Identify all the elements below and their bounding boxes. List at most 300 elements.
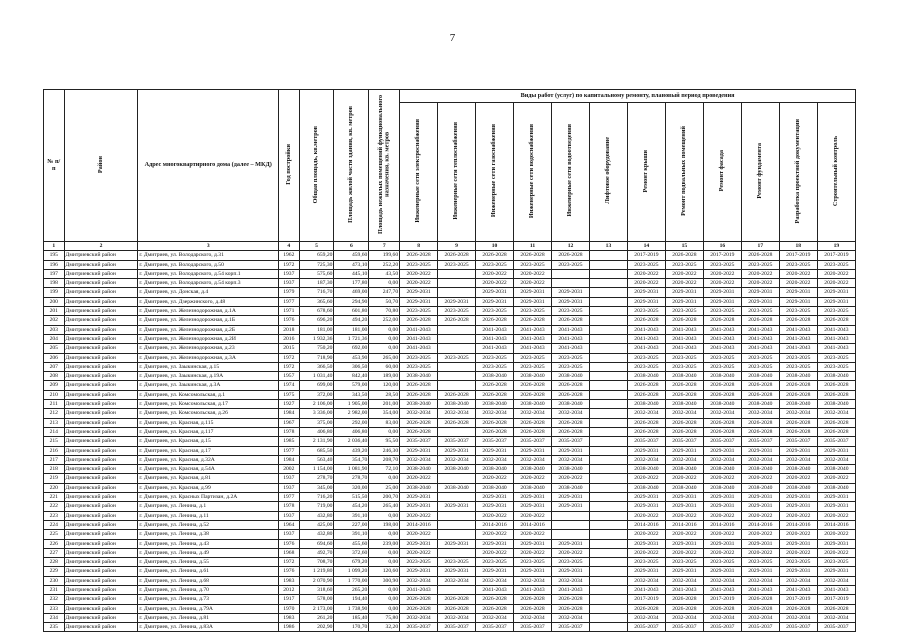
table-cell: Дмитриевский район — [64, 344, 138, 353]
table-cell: Дмитриевский район — [64, 297, 138, 306]
table-cell: Дмитриевский район — [64, 334, 138, 343]
table-cell: 2029-2031 — [552, 446, 590, 455]
table-cell: 2041-2043 — [703, 344, 741, 353]
table-cell: 2032-2034 — [741, 613, 779, 622]
table-cell: Дмитриевский район — [64, 372, 138, 381]
table-cell: 2029-2031 — [741, 493, 779, 502]
table-cell: 2026-2028 — [627, 316, 665, 325]
table-cell: 2023-2025 — [552, 362, 590, 371]
table-cell: 354,70 — [334, 455, 369, 464]
table-cell: 246,30 — [369, 446, 400, 455]
table-cell: 1974 — [279, 381, 300, 390]
table-cell: 1986 — [279, 623, 300, 632]
housing-register-table — [43, 89, 856, 632]
table-cell: 2026-2028 — [552, 316, 590, 325]
table-cell: 2038-2040 — [400, 400, 438, 409]
header-total-area: Общая площадь, кв.метров — [299, 90, 334, 242]
table-cell: 1937 — [279, 474, 300, 483]
table-cell — [552, 269, 590, 278]
table-cell: 2026-2028 — [741, 604, 779, 613]
column-number: 1 — [44, 242, 65, 251]
table-cell: 2035-2037 — [627, 437, 665, 446]
table-cell: 2032-2034 — [741, 455, 779, 464]
column-number: 8 — [400, 242, 438, 251]
table-cell: 2029-2031 — [514, 539, 552, 548]
table-cell: Дмитриевский район — [64, 251, 138, 260]
table-cell: 2035-2037 — [438, 623, 476, 632]
table-cell: 2026-2028 — [400, 251, 438, 260]
table-cell — [589, 474, 627, 483]
table-cell: 203 — [44, 325, 65, 334]
table-cell: 725,30 — [299, 260, 334, 269]
table-cell — [589, 604, 627, 613]
table-cell: 2026-2028 — [400, 604, 438, 613]
table-cell: 2038-2040 — [665, 483, 703, 492]
table-cell: Дмитриевский район — [64, 455, 138, 464]
table-cell: 2029-2031 — [438, 502, 476, 511]
page-number: 7 — [449, 32, 456, 44]
table-cell: 2020-2022 — [703, 530, 741, 539]
table-cell: 563,40 — [299, 455, 334, 464]
table-cell: 2035-2037 — [514, 623, 552, 632]
table-cell: 2041-2043 — [514, 344, 552, 353]
table-cell: 2023-2025 — [476, 353, 514, 362]
table-cell: г. Дмитриев, ул. Железнодорожная, д.1Б — [138, 316, 279, 325]
table-cell — [589, 437, 627, 446]
table-cell: 2020-2022 — [741, 511, 779, 520]
table-cell: 2026-2028 — [703, 316, 741, 325]
table-cell: 692,00 — [334, 344, 369, 353]
table-cell: 226 — [44, 539, 65, 548]
table-cell — [589, 325, 627, 334]
table-cell: 1976 — [279, 316, 300, 325]
table-cell: г. Дмитриев, ул. Ленина, д.61 — [138, 567, 279, 576]
table-cell: 2023-2025 — [703, 307, 741, 316]
table-cell: Дмитриевский район — [64, 307, 138, 316]
table-cell: 222 — [44, 502, 65, 511]
table-cell: 2038-2040 — [438, 483, 476, 492]
table-cell: 2032-2034 — [514, 613, 552, 622]
table-cell: 2020-2022 — [400, 269, 438, 278]
table-row — [44, 437, 856, 446]
table-cell — [438, 288, 476, 297]
table-cell: 215 — [44, 437, 65, 446]
table-cell: Дмитриевский район — [64, 362, 138, 371]
table-cell — [589, 316, 627, 325]
table-cell: Дмитриевский район — [64, 279, 138, 288]
table-row — [44, 334, 856, 343]
table-cell: 2029-2031 — [552, 502, 590, 511]
table-cell: 2041-2043 — [627, 325, 665, 334]
table-cell: Дмитриевский район — [64, 483, 138, 492]
table-cell: 2026-2028 — [552, 604, 590, 613]
table-cell: 2029-2031 — [779, 539, 817, 548]
table-cell: 234 — [44, 613, 65, 622]
table-cell: 699,00 — [299, 381, 334, 390]
table-cell: 2026-2028 — [514, 418, 552, 427]
table-cell: 2029-2031 — [627, 297, 665, 306]
table-cell — [589, 390, 627, 399]
table-cell: 185,40 — [334, 613, 369, 622]
table-cell: 2026-2028 — [438, 604, 476, 613]
table-cell: 197 — [44, 269, 65, 278]
table-cell: 28,50 — [369, 390, 400, 399]
table-cell: 2026-2028 — [741, 418, 779, 427]
table-cell: 2026-2028 — [438, 595, 476, 604]
table-cell: 2026-2028 — [476, 595, 514, 604]
table-cell: 2026-2028 — [741, 316, 779, 325]
table-cell: 2038-2040 — [665, 465, 703, 474]
header-address: Адрес многоквартирного дома (далее – МКД) — [138, 90, 279, 242]
table-cell: г. Дмитриев, ул. Ленина, д.1 — [138, 502, 279, 511]
table-cell: 2023-2025 — [741, 353, 779, 362]
table-cell: 212 — [44, 409, 65, 418]
table-cell: 2038-2040 — [552, 483, 590, 492]
table-cell: 2029-2031 — [779, 502, 817, 511]
table-cell: 2026-2028 — [627, 381, 665, 390]
table-cell — [589, 623, 627, 632]
table-cell: 2017-2019 — [627, 595, 665, 604]
table-cell: 492,70 — [299, 548, 334, 557]
table-cell: 439,20 — [334, 446, 369, 455]
table-cell: г. Дмитриев, ул. Ленина, д.49 — [138, 548, 279, 557]
table-row — [44, 316, 856, 325]
table-cell: 2029-2031 — [741, 446, 779, 455]
table-cell: 2032-2034 — [817, 455, 855, 464]
table-cell: 2041-2043 — [627, 585, 665, 594]
table-cell — [589, 279, 627, 288]
table-row — [44, 400, 856, 409]
table-row — [44, 418, 856, 427]
table-cell — [438, 372, 476, 381]
header-work-0: Инженерные сети электроснабжения — [400, 103, 438, 242]
table-cell: 2026-2028 — [476, 604, 514, 613]
table-cell: 2020-2022 — [627, 511, 665, 520]
table-cell: 2026-2028 — [438, 418, 476, 427]
table-cell: г. Дмитриев, ул. Ленина, д.38 — [138, 530, 279, 539]
table-cell: г. Дмитриев, ул. Володарского, д.54 корп.3 — [138, 279, 279, 288]
table-cell: 2032-2034 — [400, 576, 438, 585]
table-cell: 2026-2028 — [665, 418, 703, 427]
table-cell — [438, 427, 476, 436]
table-cell — [589, 530, 627, 539]
table-cell: 2038-2040 — [400, 483, 438, 492]
table-cell: 2029-2031 — [779, 446, 817, 455]
table-cell: 2026-2028 — [400, 595, 438, 604]
table-cell — [589, 260, 627, 269]
table-cell: 2038-2040 — [476, 400, 514, 409]
table-cell: 2023-2025 — [400, 353, 438, 362]
table-cell: 2026-2028 — [741, 427, 779, 436]
table-cell: 2029-2031 — [741, 539, 779, 548]
header-work-10: Разработка проектной документации — [779, 103, 817, 242]
table-cell: 718,90 — [299, 353, 334, 362]
table-cell: 2029-2031 — [552, 493, 590, 502]
table-cell: 2023-2025 — [703, 362, 741, 371]
table-cell: 25,00 — [369, 483, 400, 492]
table-cell: 2038-2040 — [514, 372, 552, 381]
table-cell: 1975 — [279, 390, 300, 399]
table-cell: 2029-2031 — [703, 502, 741, 511]
header-year: Год постройки — [279, 90, 300, 242]
table-cell: 473,10 — [334, 260, 369, 269]
table-cell: 2026-2028 — [703, 390, 741, 399]
table-cell: 2026-2028 — [741, 595, 779, 604]
table-cell: 2026-2028 — [552, 251, 590, 260]
table-cell: 2038-2040 — [627, 483, 665, 492]
table-cell: 2029-2031 — [741, 288, 779, 297]
table-cell: 1967 — [279, 418, 300, 427]
table-cell: 2032-2034 — [741, 409, 779, 418]
table-cell: 2017-2019 — [703, 595, 741, 604]
table-cell: 2029-2031 — [627, 288, 665, 297]
table-row — [44, 269, 856, 278]
table-cell: 2038-2040 — [779, 372, 817, 381]
table-cell: г. Дмитриев, ул. Красная, д.117 — [138, 427, 279, 436]
table-cell: г. Дмитриев, ул. Ленина, д.81 — [138, 613, 279, 622]
table-cell: 228 — [44, 558, 65, 567]
table-cell: 2026-2028 — [703, 604, 741, 613]
table-cell: 455,60 — [334, 539, 369, 548]
table-cell: 278,70 — [299, 474, 334, 483]
table-cell: 2020-2022 — [476, 279, 514, 288]
table-cell: 2023-2025 — [552, 558, 590, 567]
table-row — [44, 297, 856, 306]
table-cell: 2020-2022 — [665, 530, 703, 539]
table-cell: г. Дмитриев, ул. Донская, д.4 — [138, 288, 279, 297]
table-cell: г. Дмитриев, ул. Володарского, д.31 — [138, 251, 279, 260]
header-work-11: Строительный контроль — [817, 103, 855, 242]
table-cell: 432,80 — [299, 530, 334, 539]
table-cell: 2 131,90 — [299, 437, 334, 446]
table-cell: 2029-2031 — [665, 502, 703, 511]
table-cell: г. Дмитриев, ул. Железнодорожная, д.1А — [138, 307, 279, 316]
table-cell: г. Дмитриев, ул. Железнодорожная, д.3А — [138, 353, 279, 362]
table-cell: 2038-2040 — [665, 372, 703, 381]
table-cell: 2014-2016 — [741, 520, 779, 529]
table-cell — [552, 520, 590, 529]
table-cell: 1964 — [279, 520, 300, 529]
table-cell: 2029-2031 — [400, 297, 438, 306]
table-cell: 2032-2034 — [627, 576, 665, 585]
table-cell: 2029-2031 — [476, 567, 514, 576]
table-cell: 2029-2031 — [817, 288, 855, 297]
table-cell: 204 — [44, 334, 65, 343]
table-cell: 2041-2043 — [552, 334, 590, 343]
table-cell: 2020-2022 — [627, 474, 665, 483]
table-cell: 2032-2034 — [552, 576, 590, 585]
table-cell: 2020-2022 — [476, 474, 514, 483]
table-cell: 2023-2025 — [627, 353, 665, 362]
table-cell: 2026-2028 — [400, 316, 438, 325]
table-cell: 2029-2031 — [665, 297, 703, 306]
table-cell: 579,00 — [334, 381, 369, 390]
table-row — [44, 539, 856, 548]
table-cell: 2029-2031 — [552, 539, 590, 548]
table-cell: 306,50 — [334, 362, 369, 371]
table-cell — [589, 427, 627, 436]
table-cell: 2029-2031 — [665, 567, 703, 576]
table-cell: 2023-2025 — [476, 362, 514, 371]
table-cell: 1972 — [279, 558, 300, 567]
table-cell: Дмитриевский район — [64, 316, 138, 325]
table-cell: 198 — [44, 279, 65, 288]
table-cell: 181,00 — [299, 325, 334, 334]
table-cell: 1962 — [279, 251, 300, 260]
table-cell: 2020-2022 — [779, 279, 817, 288]
table-cell — [589, 595, 627, 604]
table-cell: 2020-2022 — [476, 548, 514, 557]
table-cell — [589, 465, 627, 474]
table-cell: 2035-2037 — [817, 437, 855, 446]
table-cell: 2032-2034 — [476, 455, 514, 464]
table-cell: 2029-2031 — [779, 567, 817, 576]
table-cell: 2023-2025 — [779, 558, 817, 567]
table-cell: 2026-2028 — [476, 427, 514, 436]
table-cell: 2029-2031 — [514, 446, 552, 455]
table-cell: 696,20 — [299, 316, 334, 325]
table-cell: 0,00 — [369, 325, 400, 334]
table-cell: 210 — [44, 390, 65, 399]
table-cell: 2029-2031 — [438, 567, 476, 576]
table-cell: 2029-2031 — [476, 539, 514, 548]
table-cell: 2029-2031 — [514, 297, 552, 306]
table-cell: 2041-2043 — [817, 585, 855, 594]
table-cell: 2032-2034 — [438, 613, 476, 622]
table-cell: 2041-2043 — [627, 334, 665, 343]
table-cell: 2035-2037 — [438, 437, 476, 446]
table-cell: 2026-2028 — [817, 381, 855, 390]
table-cell: 2017-2019 — [817, 251, 855, 260]
table-cell: Дмитриевский район — [64, 595, 138, 604]
table-cell: г. Дмитриев, ул. Комсомольская, д.17 — [138, 400, 279, 409]
table-cell: 372,00 — [299, 390, 334, 399]
table-cell: 2026-2028 — [514, 427, 552, 436]
table-cell: 2026-2028 — [400, 381, 438, 390]
table-cell: 83,00 — [369, 418, 400, 427]
table-cell: 2029-2031 — [476, 288, 514, 297]
table-cell: 2023-2025 — [665, 260, 703, 269]
table-cell: 2038-2040 — [817, 465, 855, 474]
table-cell: 2041-2043 — [665, 334, 703, 343]
table-cell: Дмитриевский район — [64, 400, 138, 409]
table-cell: 2026-2028 — [665, 427, 703, 436]
table-cell: 2035-2037 — [400, 623, 438, 632]
table-cell: 2041-2043 — [703, 585, 741, 594]
table-cell: 2020-2022 — [627, 279, 665, 288]
table-cell: 2035-2037 — [665, 437, 703, 446]
table-cell: 2032-2034 — [665, 455, 703, 464]
table-cell: 0,00 — [369, 279, 400, 288]
table-cell: 2026-2028 — [779, 390, 817, 399]
table-cell: 2026-2028 — [703, 381, 741, 390]
table-cell: г. Дмитриев, ул. Ленина, д.55 — [138, 558, 279, 567]
table-cell: 2016 — [279, 334, 300, 343]
table-cell: 2023-2025 — [741, 260, 779, 269]
table-cell: 2029-2031 — [817, 446, 855, 455]
table-cell: 2032-2034 — [627, 613, 665, 622]
table-cell: Дмитриевский район — [64, 539, 138, 548]
table-cell: 2038-2040 — [741, 483, 779, 492]
table-row — [44, 585, 856, 594]
table-cell: 2020-2022 — [665, 279, 703, 288]
table-cell: г. Дмитриев, ул. Красная, д.17 — [138, 446, 279, 455]
table-cell: 2032-2034 — [476, 576, 514, 585]
table-cell: 265,00 — [369, 353, 400, 362]
table-cell: 2020-2022 — [817, 530, 855, 539]
table-cell: 1972 — [279, 353, 300, 362]
table-cell — [589, 520, 627, 529]
table-cell: Дмитриевский район — [64, 465, 138, 474]
table-cell: 2023-2025 — [400, 260, 438, 269]
table-cell: 208,70 — [369, 455, 400, 464]
table-cell: 278,70 — [334, 474, 369, 483]
header-work-4: Инженерные сети водоотведения — [552, 103, 590, 242]
table-cell: 2018 — [279, 325, 300, 334]
table-cell: 2032-2034 — [817, 613, 855, 622]
table-cell: 2029-2031 — [741, 567, 779, 576]
table-row — [44, 604, 856, 613]
table-row — [44, 548, 856, 557]
table-cell: 2029-2031 — [703, 288, 741, 297]
table-cell: 2023-2025 — [665, 362, 703, 371]
header-work-3: Инженерные сети водоснабжения — [514, 103, 552, 242]
table-cell: 2041-2043 — [627, 344, 665, 353]
table-cell — [589, 251, 627, 260]
table-cell: Дмитриевский район — [64, 604, 138, 613]
table-cell: 2023-2025 — [627, 558, 665, 567]
table-cell: 2020-2022 — [476, 530, 514, 539]
table-cell: 2041-2043 — [476, 344, 514, 353]
table-cell: 2038-2040 — [400, 465, 438, 474]
table-cell: Дмитриевский район — [64, 390, 138, 399]
header-district: Район — [64, 90, 138, 242]
table-cell: 194,40 — [334, 595, 369, 604]
table-cell — [589, 418, 627, 427]
table-cell: 2014-2016 — [476, 520, 514, 529]
table-cell: 2041-2043 — [741, 334, 779, 343]
table-cell: 2026-2028 — [514, 316, 552, 325]
table-cell: 2035-2037 — [552, 437, 590, 446]
table-cell: 1 031,40 — [299, 372, 334, 381]
table-cell: 1978 — [279, 502, 300, 511]
table-cell: 1972 — [279, 362, 300, 371]
table-cell: 318,60 — [299, 585, 334, 594]
table-cell: 2032-2034 — [514, 576, 552, 585]
table-cell: 2041-2043 — [703, 334, 741, 343]
table-cell: 2020-2022 — [514, 530, 552, 539]
table-cell: 2029-2031 — [514, 502, 552, 511]
table-cell: 2029-2031 — [476, 493, 514, 502]
table-cell: 2029-2031 — [665, 493, 703, 502]
table-cell: 2032-2034 — [741, 576, 779, 585]
table-cell: 2014-2016 — [779, 520, 817, 529]
table-cell — [589, 362, 627, 371]
table-cell: Дмитриевский район — [64, 511, 138, 520]
table-cell: 235 — [44, 623, 65, 632]
table-cell: 2020-2022 — [552, 474, 590, 483]
table-cell: Дмитриевский район — [64, 502, 138, 511]
column-number: 14 — [627, 242, 665, 251]
table-cell — [438, 269, 476, 278]
table-cell: 195 — [44, 251, 65, 260]
table-cell: 406,80 — [299, 427, 334, 436]
table-cell: 189,00 — [369, 372, 400, 381]
table-cell: 0,00 — [369, 585, 400, 594]
table-cell: 716,20 — [299, 493, 334, 502]
column-number: 9 — [438, 242, 476, 251]
table-cell: 2038-2040 — [514, 465, 552, 474]
